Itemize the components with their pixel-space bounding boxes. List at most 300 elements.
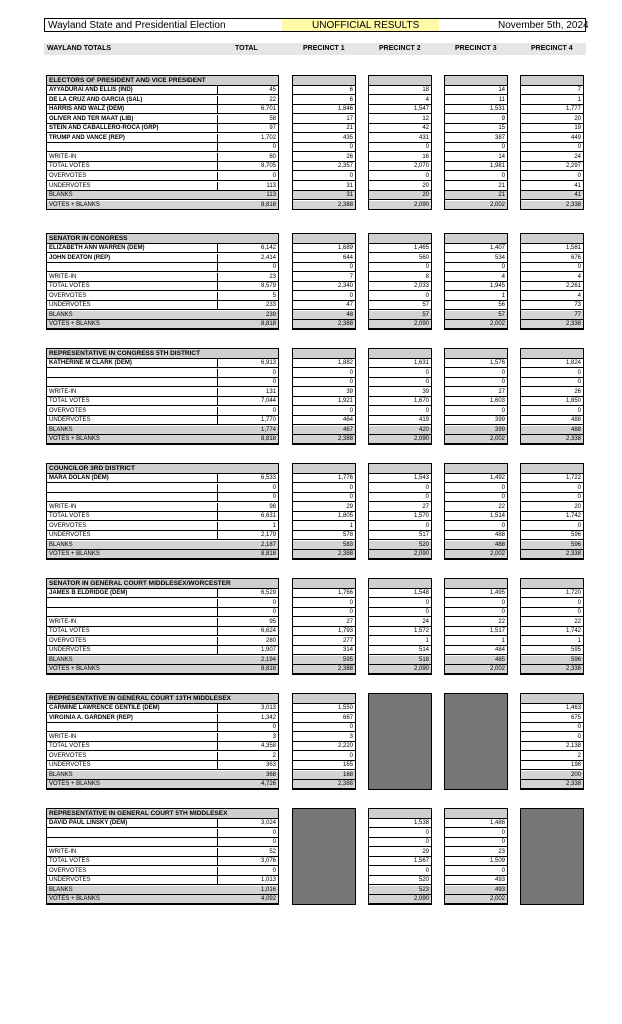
precinct-3-cell: 1,492 — [445, 474, 507, 483]
table-row — [47, 153, 583, 162]
precinct-1-cell: 0 — [293, 608, 355, 617]
precinct-4-cell: 0 — [521, 369, 583, 378]
precinct-4-cell: 2,297 — [521, 162, 583, 171]
row-label: BLANKS — [47, 311, 218, 320]
precinct-3-cell: 0 — [445, 608, 507, 617]
precinct-3-cell: 493 — [445, 886, 507, 895]
row-label — [47, 838, 218, 847]
precinct-1-cell: 2,388 — [293, 320, 355, 329]
table-row — [47, 848, 583, 857]
row-label — [47, 493, 218, 502]
row-label: WRITE-IN — [47, 273, 218, 282]
table-row — [47, 829, 583, 838]
table-row — [47, 263, 583, 272]
total-cell: 22 — [217, 96, 278, 105]
total-cell: 1,774 — [217, 426, 278, 435]
total-cell: 5 — [217, 292, 278, 301]
section-title: REPRESENTATIVE IN GENERAL COURT 13TH MIDDLESEX — [49, 695, 232, 702]
table-row — [47, 244, 583, 253]
row-label: VIRGINIA A. GARDNER (REP) — [47, 714, 218, 723]
table-row — [47, 435, 583, 444]
block-header-cap — [369, 579, 431, 589]
row-label: WRITE-IN — [47, 153, 218, 162]
precinct-1-cell: 2,340 — [293, 282, 355, 291]
precinct-2-cell: 4 — [369, 96, 431, 105]
total-cell: 0 — [217, 263, 278, 272]
precinct-2-cell: 2,090 — [369, 895, 431, 904]
block-header-cap — [369, 464, 431, 474]
total-cell: 131 — [217, 388, 278, 397]
precinct-4-cell: 200 — [521, 771, 583, 780]
total-cell: 0 — [217, 867, 278, 876]
precinct-3-cell: 1,486 — [445, 819, 507, 828]
row-label: KATHERINE M CLARK (DEM) — [47, 359, 218, 368]
precinct-1-cell: 0 — [293, 263, 355, 272]
precinct-3-cell: 0 — [445, 493, 507, 502]
total-cell: 4,092 — [217, 895, 278, 904]
row-label: VOTES + BLANKS — [47, 780, 218, 789]
row-label: MARA DOLAN (DEM) — [47, 474, 218, 483]
total-cell: 239 — [217, 311, 278, 320]
precinct-3-cell: 1,981 — [445, 162, 507, 171]
row-label: VOTES + BLANKS — [47, 201, 218, 210]
row-label: BLANKS — [47, 771, 218, 780]
table-row — [47, 618, 583, 627]
block-header-cap — [445, 349, 507, 359]
precinct-2-cell: 1,538 — [369, 819, 431, 828]
total-cell: 6,701 — [217, 105, 278, 114]
precinct-4-cell: 20 — [521, 115, 583, 124]
precinct-1-cell: 578 — [293, 531, 355, 540]
precinct-4-cell: 2,138 — [521, 742, 583, 751]
precinct-4-cell: 0 — [521, 723, 583, 732]
block-header-cap — [521, 694, 583, 704]
row-label: TOTAL VOTES — [47, 397, 218, 406]
section-title: SENATOR IN GENERAL COURT MIDDLESEX/WORCESTER — [49, 580, 231, 587]
precinct-4-cell: 7 — [521, 86, 583, 95]
precinct-2-cell: 0 — [369, 263, 431, 272]
precinct-3-cell: 387 — [445, 134, 507, 143]
precinct-3-cell: 488 — [445, 531, 507, 540]
total-cell: 97 — [217, 124, 278, 133]
block-header-cap — [369, 76, 431, 86]
total-cell: 23 — [217, 273, 278, 282]
precinct-1-cell: 583 — [293, 541, 355, 550]
total-cell: 8,818 — [217, 550, 278, 559]
precinct-4-cell: 0 — [521, 407, 583, 416]
precinct-3-cell: 27 — [445, 388, 507, 397]
precinct-4-cell: 0 — [521, 522, 583, 531]
row-label: WRITE-IN — [47, 503, 218, 512]
table-row — [47, 742, 583, 751]
precinct-4-cell: 0 — [521, 493, 583, 502]
precinct-3-cell: 0 — [445, 867, 507, 876]
precinct-4-cell: 595 — [521, 646, 583, 655]
block-header-cap — [521, 234, 583, 244]
precinct-2-cell: 2,090 — [369, 201, 431, 210]
precinct-1-cell: 0 — [293, 172, 355, 181]
total-cell: 1,016 — [217, 886, 278, 895]
precinct-2-cell: 1,465 — [369, 244, 431, 253]
precinct-2-cell: 0 — [369, 867, 431, 876]
total-cell: 1,013 — [217, 876, 278, 885]
precinct-1-cell: 0 — [293, 723, 355, 732]
row-label: UNDERVOTES — [47, 646, 218, 655]
total-cell: 1,342 — [217, 714, 278, 723]
total-cell: 45 — [217, 86, 278, 95]
total-cell: 2,179 — [217, 531, 278, 540]
precinct-1-cell: 3 — [293, 733, 355, 742]
total-cell: 0 — [217, 723, 278, 732]
precinct-1-cell: 467 — [293, 426, 355, 435]
precinct-4-cell: 41 — [521, 182, 583, 191]
table-row — [47, 704, 583, 713]
precinct-3-cell: 1 — [445, 637, 507, 646]
precinct-2-cell: 0 — [369, 172, 431, 181]
precinct-4-cell: 1,850 — [521, 397, 583, 406]
row-label — [47, 369, 218, 378]
row-label — [47, 723, 218, 732]
precinct-3-cell: 2,002 — [445, 320, 507, 329]
precinct-2-cell: 2,090 — [369, 550, 431, 559]
precinct-1-cell: 2,388 — [293, 550, 355, 559]
table-row — [47, 522, 583, 531]
table-row — [47, 714, 583, 723]
row-label: OVERVOTES — [47, 637, 218, 646]
precinct-4-cell: 1 — [521, 637, 583, 646]
precinct-2-cell: 0 — [369, 369, 431, 378]
table-row — [47, 254, 583, 263]
precinct-4-cell: 22 — [521, 618, 583, 627]
precinct-2-cell: 1,543 — [369, 474, 431, 483]
precinct-2-cell: 520 — [369, 876, 431, 885]
table-row — [47, 493, 583, 502]
total-cell: 1,907 — [217, 646, 278, 655]
row-label: TRUMP AND VANCE (REP) — [47, 134, 218, 143]
row-label — [47, 608, 218, 617]
table-row — [47, 876, 583, 885]
precinct-2-cell: 1,670 — [369, 397, 431, 406]
precinct-4-cell: 0 — [521, 599, 583, 608]
precinct-2-cell: 1,570 — [369, 512, 431, 521]
table-row — [47, 780, 583, 789]
total-cell: 368 — [217, 771, 278, 780]
precinct-3-cell: 493 — [445, 876, 507, 885]
row-label — [47, 378, 218, 387]
precinct-1-cell: 17 — [293, 115, 355, 124]
precinct-2-cell: 2,090 — [369, 320, 431, 329]
total-cell: 3,013 — [217, 704, 278, 713]
precinct-2-cell: 0 — [369, 292, 431, 301]
row-label: UNDERVOTES — [47, 416, 218, 425]
precinct-2-cell: 27 — [369, 503, 431, 512]
block-header-cap — [445, 76, 507, 86]
precinct-3-cell: 534 — [445, 254, 507, 263]
precinct-3-cell: 485 — [445, 656, 507, 665]
precinct-3-cell: 0 — [445, 378, 507, 387]
precinct-1-cell: 0 — [293, 143, 355, 152]
precinct-1-cell: 0 — [293, 493, 355, 502]
total-cell: 1,770 — [217, 416, 278, 425]
total-cell: 6,529 — [217, 589, 278, 598]
row-label: TOTAL VOTES — [47, 627, 218, 636]
precinct-4-cell: 675 — [521, 714, 583, 723]
precinct-3-cell: 2,002 — [445, 895, 507, 904]
total-cell: 98 — [217, 503, 278, 512]
table-row — [47, 656, 583, 665]
precinct-3-cell: 14 — [445, 86, 507, 95]
precinct-2-cell: 1,567 — [369, 857, 431, 866]
table-row — [47, 637, 583, 646]
precinct-1-cell: 277 — [293, 637, 355, 646]
precinct-4-cell: 1,463 — [521, 704, 583, 713]
precinct-2-header: PRECINCT 2 — [379, 45, 421, 52]
block-header-cap — [369, 809, 431, 819]
table-row — [47, 105, 583, 114]
precinct-1-cell: 667 — [293, 714, 355, 723]
table-row — [47, 665, 583, 674]
precinct-1-cell: 47 — [293, 301, 355, 310]
total-cell: 3,024 — [217, 819, 278, 828]
precinct-4-cell: 1,722 — [521, 474, 583, 483]
precinct-1-cell: 1,805 — [293, 512, 355, 521]
precinct-3-cell: 1,945 — [445, 282, 507, 291]
precinct-4-cell: 596 — [521, 541, 583, 550]
precinct-4-cell: 0 — [521, 263, 583, 272]
total-cell: 1 — [217, 522, 278, 531]
table-row — [47, 857, 583, 866]
table-row — [47, 86, 583, 95]
total-cell: 6,142 — [217, 244, 278, 253]
row-label: OLIVER AND TER MAAT (LIB) — [47, 115, 218, 124]
table-row — [47, 359, 583, 368]
row-label: BLANKS — [47, 541, 218, 550]
precinct-4-cell: 4 — [521, 292, 583, 301]
total-cell: 80 — [217, 153, 278, 162]
precinct-3-cell: 23 — [445, 848, 507, 857]
total-cell: 3 — [217, 733, 278, 742]
precinct-1-cell: 165 — [293, 761, 355, 770]
row-label — [47, 143, 218, 152]
table-row — [47, 134, 583, 143]
row-label: UNDERVOTES — [47, 182, 218, 191]
precinct-3-cell: 21 — [445, 191, 507, 200]
precinct-4-cell: 1,720 — [521, 589, 583, 598]
precinct-1-cell: 29 — [293, 503, 355, 512]
precinct-3-cell: 484 — [445, 646, 507, 655]
precinct-3-cell: 2,002 — [445, 550, 507, 559]
total-cell: 113 — [217, 182, 278, 191]
precinct-1-cell: 2,388 — [293, 435, 355, 444]
table-row — [47, 589, 583, 598]
precinct-4-cell: 0 — [521, 143, 583, 152]
total-cell: 8,705 — [217, 162, 278, 171]
block-header-cap — [293, 694, 355, 704]
column-header-row — [44, 43, 586, 55]
precinct-3-cell: 0 — [445, 522, 507, 531]
precinct-1-cell: 6 — [293, 96, 355, 105]
precinct-2-cell: 20 — [369, 182, 431, 191]
block-header-cap — [293, 349, 355, 359]
table-row — [47, 819, 583, 828]
document-title: Wayland State and Presidential Election — [48, 20, 226, 31]
table-row — [47, 397, 583, 406]
total-cell: 2,194 — [217, 656, 278, 665]
table-row — [47, 320, 583, 329]
precinct-3-cell: 56 — [445, 301, 507, 310]
precinct-3-cell: 1,495 — [445, 589, 507, 598]
precinct-2-cell: 1,548 — [369, 589, 431, 598]
table-row — [47, 311, 583, 320]
table-row — [47, 646, 583, 655]
block-header-cap — [369, 349, 431, 359]
row-label: ELIZABETH ANN WARREN (DEM) — [47, 244, 218, 253]
precinct-4-cell: 2,261 — [521, 282, 583, 291]
table-row — [47, 771, 583, 780]
precinct-4-cell: 1,824 — [521, 359, 583, 368]
precinct-2-cell: 2,090 — [369, 435, 431, 444]
block-header-cap — [521, 464, 583, 474]
row-label: BLANKS — [47, 886, 218, 895]
precinct-4-cell: 24 — [521, 153, 583, 162]
precinct-2-cell: 29 — [369, 848, 431, 857]
row-label: OVERVOTES — [47, 752, 218, 761]
precinct-1-cell: 2,388 — [293, 665, 355, 674]
section-title: ELECTORS OF PRESIDENT AND VICE PRESIDENT — [49, 77, 206, 84]
row-label: OVERVOTES — [47, 407, 218, 416]
table-row — [47, 407, 583, 416]
total-cell: 3,076 — [217, 857, 278, 866]
total-cell: 8,818 — [217, 201, 278, 210]
precinct-4-cell: 1 — [521, 96, 583, 105]
total-cell: 0 — [217, 378, 278, 387]
row-label — [47, 599, 218, 608]
precinct-2-cell: 0 — [369, 493, 431, 502]
row-label: UNDERVOTES — [47, 761, 218, 770]
precinct-2-cell: 2,033 — [369, 282, 431, 291]
precinct-1-cell: 0 — [293, 369, 355, 378]
precinct-1-cell: 435 — [293, 134, 355, 143]
total-cell: 4,726 — [217, 780, 278, 789]
precinct-1-cell: 1,776 — [293, 474, 355, 483]
total-cell: 363 — [217, 761, 278, 770]
total-cell: 280 — [217, 637, 278, 646]
row-label: TOTAL VOTES — [47, 512, 218, 521]
precinct-2-cell: 0 — [369, 407, 431, 416]
total-cell: 0 — [217, 143, 278, 152]
row-label: VOTES + BLANKS — [47, 435, 218, 444]
table-row — [47, 273, 583, 282]
table-row — [47, 723, 583, 732]
precinct-1-cell: 595 — [293, 656, 355, 665]
precinct-1-cell: 0 — [293, 599, 355, 608]
total-cell: 2,414 — [217, 254, 278, 263]
precinct-4-cell: 2 — [521, 752, 583, 761]
precinct-4-cell: 20 — [521, 503, 583, 512]
row-label: JOHN DEATON (REP) — [47, 254, 218, 263]
table-row — [47, 182, 583, 191]
row-label: WRITE-IN — [47, 618, 218, 627]
precinct-4-cell: 0 — [521, 172, 583, 181]
precinct-1-cell: 464 — [293, 416, 355, 425]
precinct-3-cell: 22 — [445, 618, 507, 627]
precinct-3-cell: 0 — [445, 599, 507, 608]
precinct-3-cell: 2,002 — [445, 201, 507, 210]
section-title: COUNCILOR 3RD DISTRICT — [49, 465, 135, 472]
precinct-3-cell: 22 — [445, 503, 507, 512]
table-row — [47, 282, 583, 291]
precinct-2-cell: 0 — [369, 484, 431, 493]
precinct-4-cell: 488 — [521, 416, 583, 425]
precinct-4-cell: 0 — [521, 608, 583, 617]
precinct-4-cell: 2,338 — [521, 320, 583, 329]
precinct-1-cell: 31 — [293, 182, 355, 191]
precinct-1-cell: 1,766 — [293, 589, 355, 598]
precinct-4-cell: 2,338 — [521, 780, 583, 789]
row-label: VOTES + BLANKS — [47, 320, 218, 329]
precinct-4-cell: 0 — [521, 378, 583, 387]
precinct-2-cell: 12 — [369, 115, 431, 124]
precinct-4-cell: 1,742 — [521, 627, 583, 636]
block-header-cap — [445, 579, 507, 589]
precinct-3-cell: 2,002 — [445, 435, 507, 444]
precinct-1-cell: 2,357 — [293, 162, 355, 171]
row-label: OVERVOTES — [47, 522, 218, 531]
table-row — [47, 886, 583, 895]
precinct-4-cell: 4 — [521, 273, 583, 282]
unofficial-badge: UNOFFICIAL RESULTS — [312, 20, 420, 31]
block-header-cap — [445, 234, 507, 244]
table-row — [47, 96, 583, 105]
precinct-2-cell: 514 — [369, 646, 431, 655]
row-label: VOTES + BLANKS — [47, 550, 218, 559]
election-date: November 5th, 2024 — [498, 20, 589, 31]
total-cell: 8,818 — [217, 320, 278, 329]
precinct-3-cell: 4 — [445, 273, 507, 282]
row-label: OVERVOTES — [47, 172, 218, 181]
row-label: AYYADURAI AND ELLIS (IND) — [47, 86, 218, 95]
precinct-3-cell: 14 — [445, 153, 507, 162]
precinct-2-cell: 20 — [369, 191, 431, 200]
precinct-1-cell: 1,689 — [293, 244, 355, 253]
precinct-2-cell: 0 — [369, 838, 431, 847]
precinct-2-cell: 2,070 — [369, 162, 431, 171]
total-cell: 6,913 — [217, 359, 278, 368]
table-row — [47, 733, 583, 742]
precinct-2-cell: 0 — [369, 829, 431, 838]
row-label: TOTAL VOTES — [47, 742, 218, 751]
block-header-cap — [521, 349, 583, 359]
precinct-4-cell: 449 — [521, 134, 583, 143]
precinct-1-cell: 6 — [293, 86, 355, 95]
block-header-cap — [521, 76, 583, 86]
total-cell: 8,818 — [217, 665, 278, 674]
precinct-4-cell: 2,338 — [521, 550, 583, 559]
table-row — [47, 599, 583, 608]
section-title: REPRESENTATIVE IN GENERAL COURT 5TH MIDDLESEX — [49, 810, 228, 817]
precinct-3-cell: 488 — [445, 541, 507, 550]
block-header-cap — [369, 234, 431, 244]
precinct-4-cell: 1,777 — [521, 105, 583, 114]
precinct-1-cell: 0 — [293, 484, 355, 493]
wayland-totals-label: WAYLAND TOTALS — [47, 45, 112, 52]
row-label: BLANKS — [47, 191, 218, 200]
precinct-3-cell: 21 — [445, 182, 507, 191]
section-title: REPRESENTATIVE IN CONGRESS 5TH DISTRICT — [49, 350, 201, 357]
precinct-2-cell: 42 — [369, 124, 431, 133]
total-cell: 7,044 — [217, 397, 278, 406]
precinct-1-cell: 48 — [293, 311, 355, 320]
